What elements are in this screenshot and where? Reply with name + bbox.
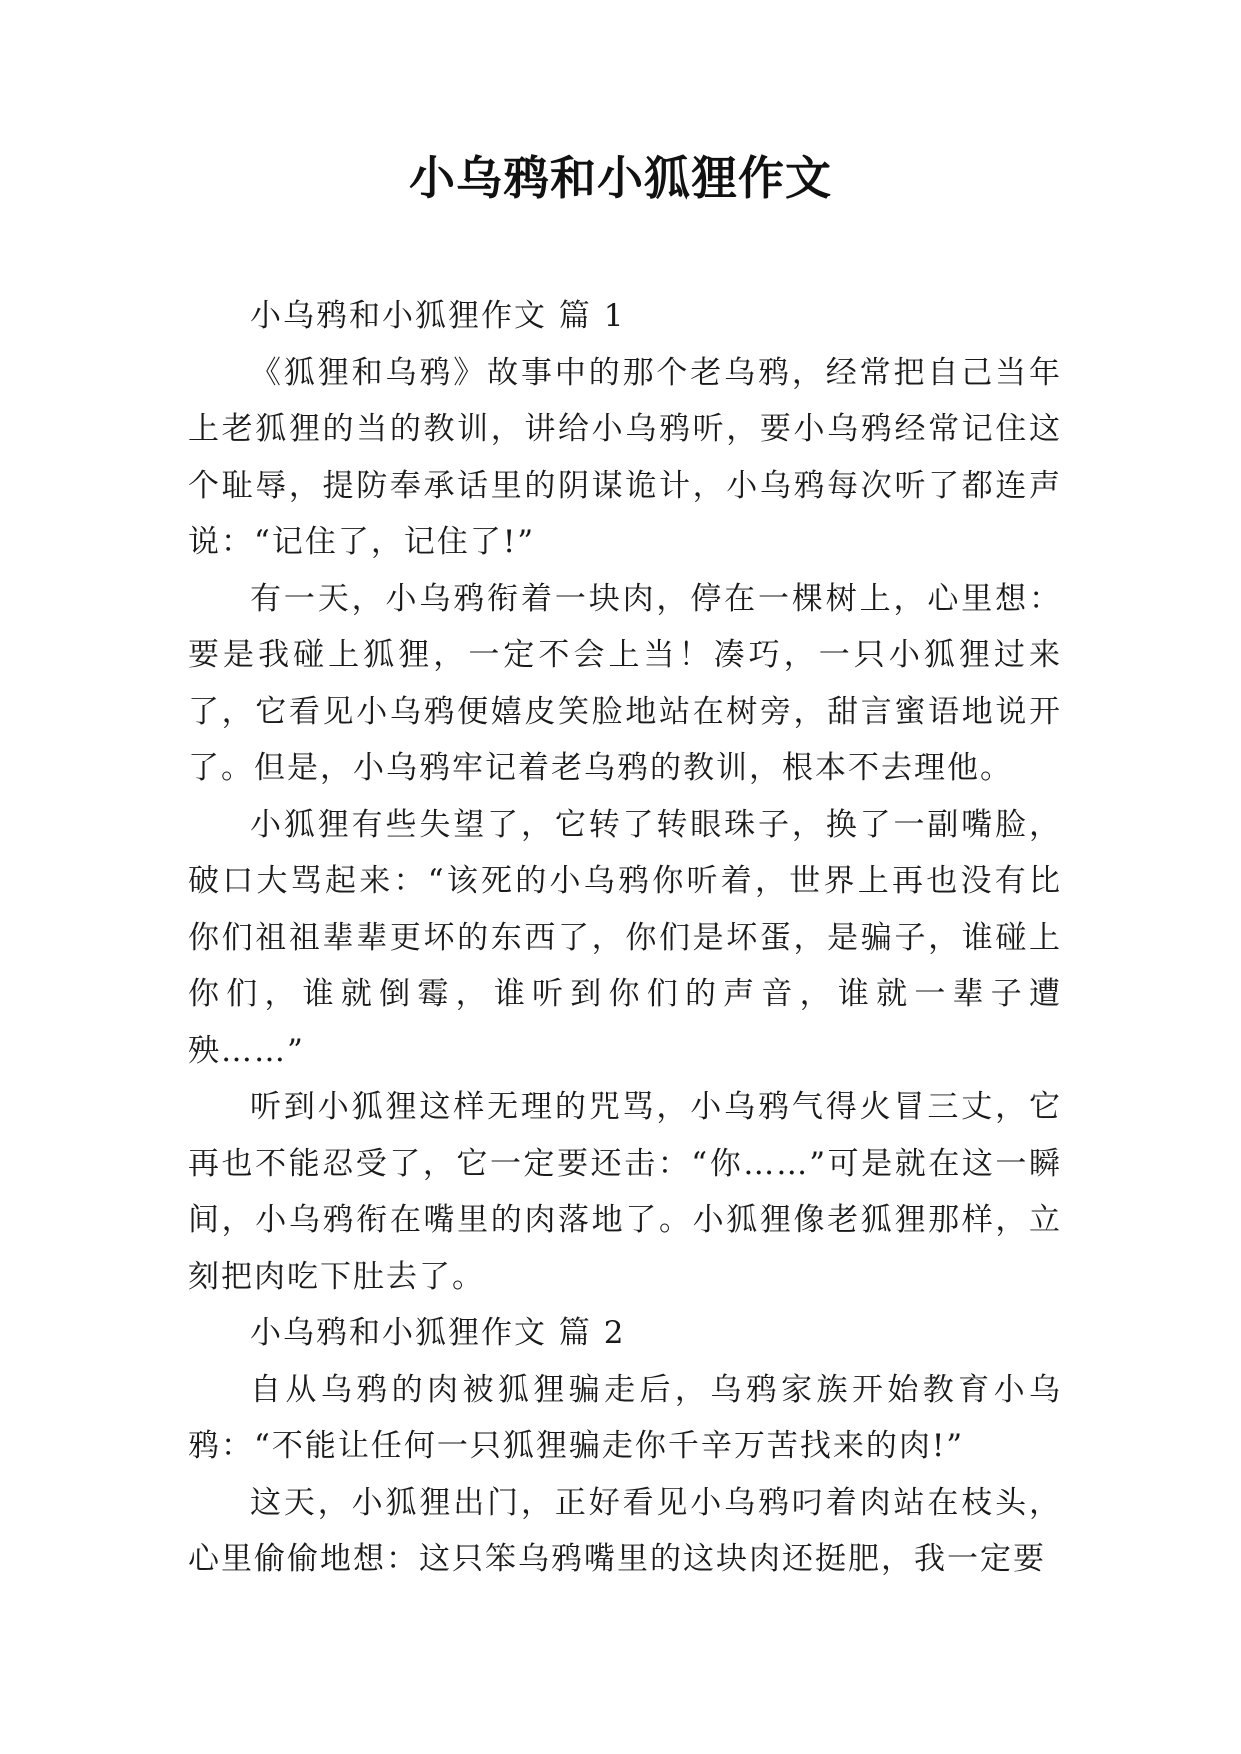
section-heading: 小乌鸦和小狐狸作文 篇 2 [250,1315,626,1351]
document-title: 小乌鸦和小狐狸作文 [409,151,832,205]
paragraph: 听到小狐狸这样无理的咒骂，小乌鸦气得火冒三丈，它再也不能忍受了，它一定要还击：“你……”可是就在这一瞬间，小乌鸦衔在嘴里的肉落地了。小狐狸像老狐狸那样，立刻把肉吃下肚去了。 [188,1089,1062,1295]
document-body [188,288,1062,1588]
section-heading: 小乌鸦和小狐狸作文 篇 1 [250,298,626,334]
paragraph: 有一天，小乌鸦衔着一块肉，停在一棵树上，心里想：要是我碰上狐狸，一定不会上当！凑巧，一只小狐狸过来了，它看见小乌鸦便嬉皮笑脸地站在树旁，甜言蜜语地说开了。但是，小乌鸦牢记着老乌鸦的教训，根本不去理他。 [188,580,1062,786]
paragraph: 小狐狸有些失望了，它转了转眼珠子，换了一副嘴脸，破口大骂起来：“该死的小乌鸦你听着，世界上再也没有比你们祖祖辈辈更坏的东西了，你们是坏蛋，是骗子，谁碰上你们，谁就倒霉，谁听到你们的声音，谁就一辈子遭殃……” [188,806,1062,1069]
paragraph: 这天，小狐狸出门，正好看见小乌鸦叼着肉站在枝头，心里偷偷地想：这只笨乌鸦嘴里的这块肉还挺肥，我一定要 [188,1484,1062,1577]
paragraph: 自从乌鸦的肉被狐狸骗走后，乌鸦家族开始教育小乌鸦：“不能让任何一只狐狸骗走你千辛万苦找来的肉!” [188,1371,1062,1464]
paragraph: 《狐狸和乌鸦》故事中的那个老乌鸦，经常把自己当年上老狐狸的当的教训，讲给小乌鸦听，要小乌鸦经常记住这个耻辱，提防奉承话里的阴谋诡计，小乌鸦每次听了都连声说：“记住了，记住了!” [188,354,1062,560]
